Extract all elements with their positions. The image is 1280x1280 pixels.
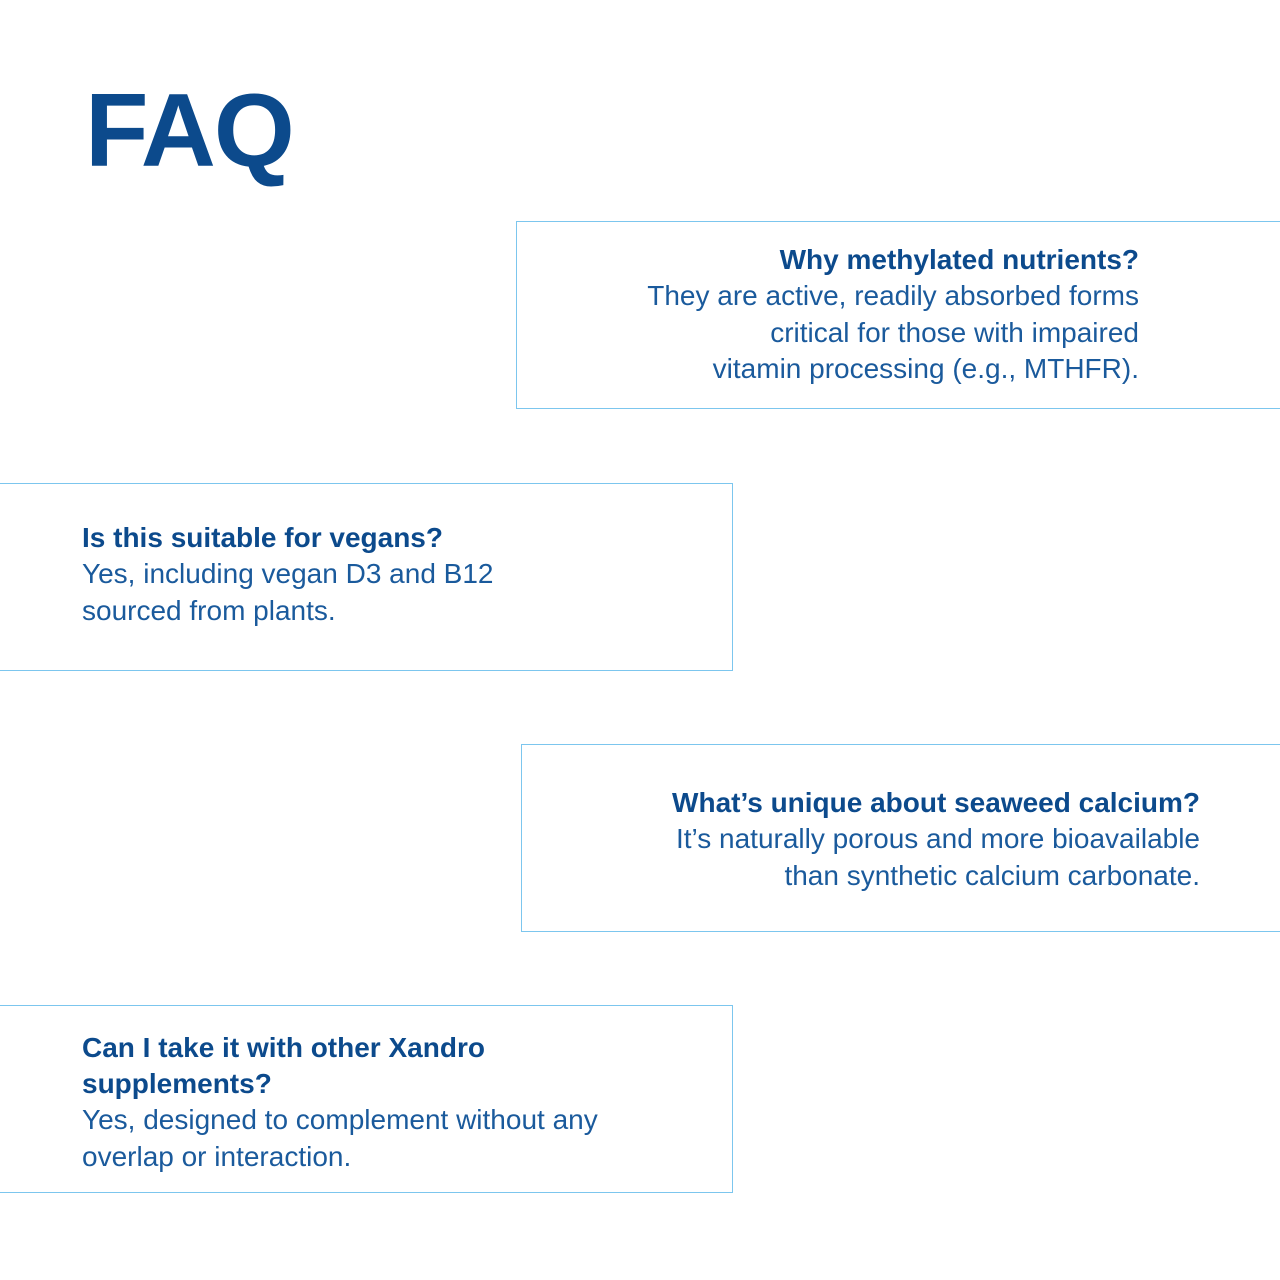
- faq-answer-line: It’s naturally porous and more bioavailable: [675, 823, 1200, 854]
- faq-question: Is this suitable for vegans?: [82, 522, 443, 553]
- faq-answer: [82, 1102, 732, 1175]
- faq-answer-line: critical for those with impaired: [770, 316, 1139, 348]
- page-title: FAQ: [85, 73, 293, 189]
- faq-answer-line: sourced from plants.: [82, 594, 336, 626]
- faq-answer-line: overlap or interaction.: [82, 1140, 352, 1172]
- faq-card-vegan-suitability: [0, 483, 733, 671]
- faq-question: Why methylated nutrients?: [779, 244, 1139, 275]
- faq-answer: [82, 556, 732, 629]
- faq-answer-line: vitamin processing (e.g., MTHFR).: [712, 353, 1139, 384]
- faq-card-methylated-nutrients: [516, 221, 1280, 409]
- faq-question-line: supplements?: [82, 1068, 272, 1099]
- faq-question-line: Can I take it with other Xandro: [82, 1032, 485, 1063]
- faq-answer-line: They are active, readily absorbed forms: [647, 280, 1139, 311]
- faq-answer-line: Yes, designed to complement without any: [82, 1104, 598, 1135]
- faq-answer-line: Yes, including vegan D3 and B12: [82, 558, 494, 589]
- faq-answer: [539, 278, 1139, 388]
- faq-card-seaweed-calcium: [521, 744, 1280, 932]
- faq-answer-line: than synthetic calcium carbonate.: [784, 859, 1200, 891]
- faq-card-other-supplements: [0, 1005, 733, 1193]
- faq-question: [82, 1030, 732, 1102]
- faq-answer: [522, 821, 1200, 894]
- faq-question: What’s unique about seaweed calcium?: [672, 787, 1200, 818]
